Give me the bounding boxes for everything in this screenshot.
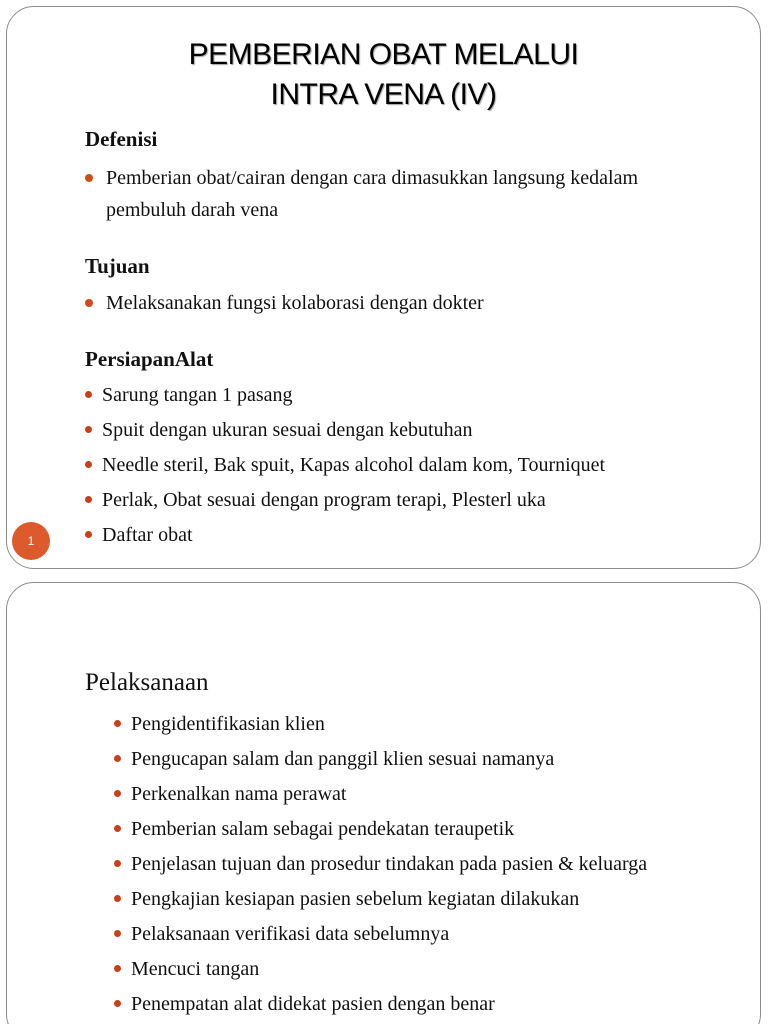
equipment-item xyxy=(85,414,472,446)
equipment-item xyxy=(85,449,605,481)
definition-item xyxy=(85,162,638,226)
bullet-icon xyxy=(114,755,121,762)
implementation-item-text: Pengkajian kesiapan pasien sebelum kegiatan dilakukan xyxy=(131,888,580,910)
equipment-item-text: Sarung tangan 1 pasang xyxy=(102,384,293,406)
implementation-item xyxy=(114,708,325,740)
definition-heading: Defenisi xyxy=(85,127,158,151)
title-line-1: PEMBERIAN OBAT MELALUI xyxy=(188,38,579,71)
implementation-item xyxy=(114,988,495,1020)
bullet-icon xyxy=(114,720,121,727)
slide-1 xyxy=(6,6,761,569)
equipment-item-text: Perlak, Obat sesuai dengan program terapi, Plesterl uka xyxy=(102,489,546,511)
bullet-icon xyxy=(114,1000,121,1007)
equipment-item-text: Needle steril, Bak spuit, Kapas alcohol dalam kom, Tourniquet xyxy=(102,454,606,476)
equipment-item xyxy=(85,519,193,551)
bullet-icon xyxy=(85,426,92,433)
slide-number-badge: 1 xyxy=(12,522,50,560)
implementation-item-text: Pengucapan salam dan panggil klien sesuai namanya xyxy=(131,748,555,770)
implementation-item-text: Pengidentifikasian klien xyxy=(131,713,325,735)
bullet-icon xyxy=(114,965,121,972)
bullet-icon xyxy=(114,790,121,797)
equipment-item-text: Spuit dengan ukuran sesuai dengan kebutuhan xyxy=(102,419,473,441)
title-line-2: INTRA VENA (IV) xyxy=(270,78,497,111)
purpose-text: Melaksanakan fungsi kolaborasi dengan dokter xyxy=(106,292,484,314)
bullet-icon xyxy=(114,825,121,832)
implementation-item xyxy=(114,883,579,915)
definition-line-1: Pemberian obat/cairan dengan cara dimasukkan langsung kedalam xyxy=(106,167,639,189)
implementation-item-text: Pemberian salam sebagai pendekatan teraupetik xyxy=(131,818,515,840)
slide-title xyxy=(7,35,760,115)
bullet-icon xyxy=(114,895,121,902)
bullet-icon xyxy=(85,461,92,468)
implementation-item xyxy=(114,778,346,810)
purpose-heading: Tujuan xyxy=(85,254,150,278)
implementation-heading: Pelaksanaan xyxy=(85,669,209,696)
implementation-item xyxy=(114,743,554,775)
implementation-item xyxy=(114,848,647,880)
bullet-icon xyxy=(85,299,93,307)
implementation-item xyxy=(114,813,514,845)
implementation-item-text: Pelaksanaan verifikasi data sebelumnya xyxy=(131,923,450,945)
equipment-item xyxy=(85,379,293,411)
definition-line-2: pembuluh darah vena xyxy=(106,199,279,221)
implementation-item-text: Penempatan alat didekat pasien dengan benar xyxy=(131,993,495,1015)
implementation-item-text: Mencuci tangan xyxy=(131,958,260,980)
implementation-item-text: Penjelasan tujuan dan prosedur tindakan pada pasien & keluarga xyxy=(131,853,648,875)
implementation-item-text: Perkenalkan nama perawat xyxy=(131,783,347,805)
equipment-item-text: Daftar obat xyxy=(102,524,193,546)
slide-2 xyxy=(6,582,761,1024)
bullet-icon xyxy=(114,860,121,867)
equipment-heading: PersiapanAlat xyxy=(85,347,214,371)
equipment-item xyxy=(85,484,546,516)
bullet-icon xyxy=(85,174,93,182)
implementation-item xyxy=(114,918,449,950)
bullet-icon xyxy=(85,496,92,503)
implementation-item xyxy=(114,953,259,985)
bullet-icon xyxy=(114,930,121,937)
purpose-item xyxy=(85,287,484,319)
bullet-icon xyxy=(85,531,92,538)
bullet-icon xyxy=(85,391,92,398)
